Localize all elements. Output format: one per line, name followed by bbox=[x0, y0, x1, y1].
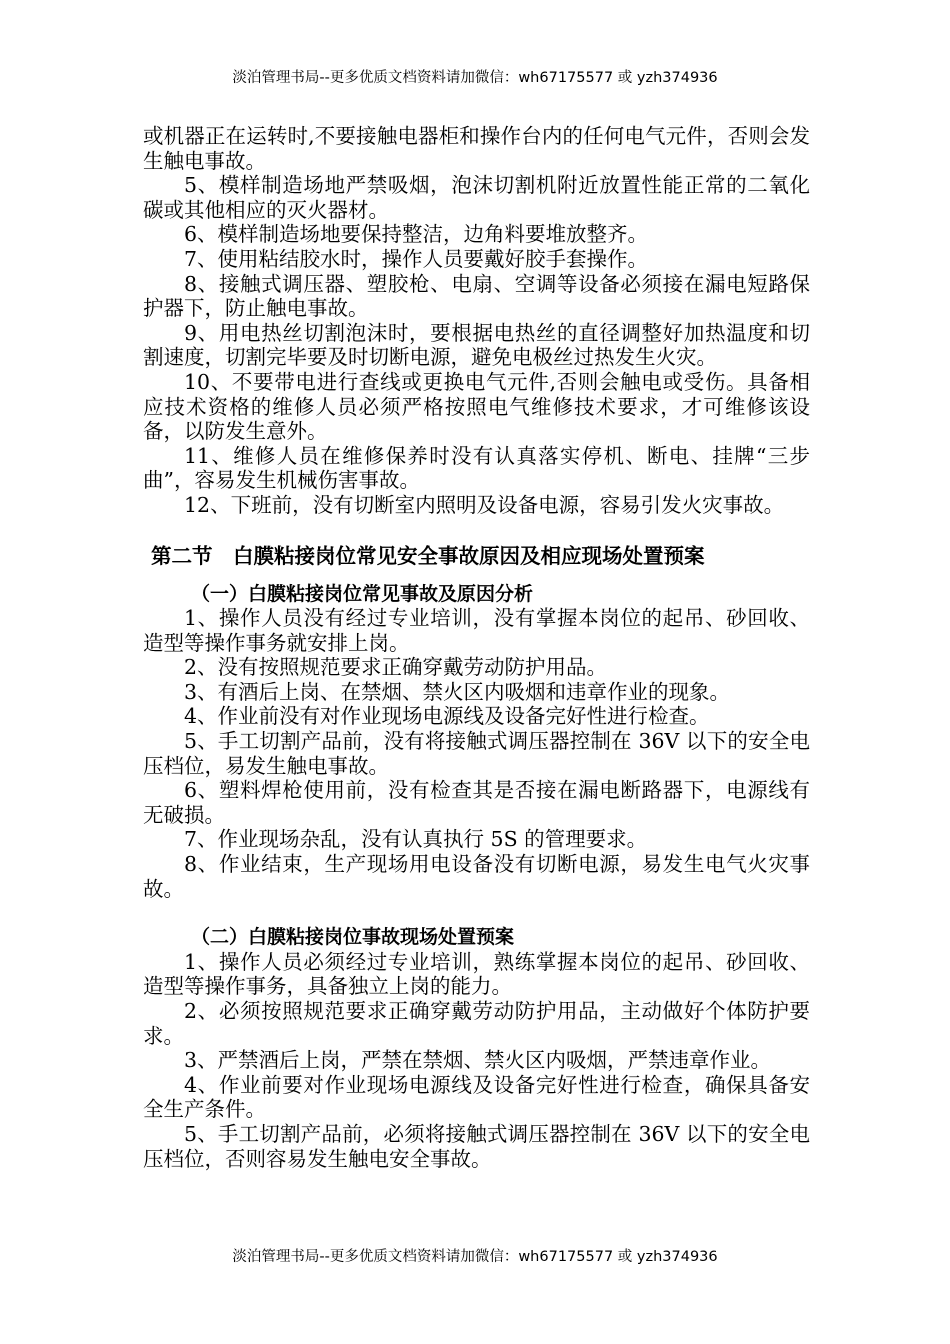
list-item: 7、作业现场杂乱，没有认真执行 5S 的管理要求。 bbox=[184, 827, 648, 852]
list-item: 2、没有按照规范要求正确穿戴劳动防护用品。 bbox=[184, 655, 608, 680]
list-item: 8、作业结束，生产现场用电设备没有切断电源，易发生电气火灾事故。 bbox=[143, 852, 810, 901]
page-footer: 淡泊管理书局--更多优质文档资料请加微信：wh67175577 或 yzh374936 bbox=[232, 1249, 718, 1265]
section-title: 第二节 白膜粘接岗位常见安全事故原因及相应现场处置预案 bbox=[151, 543, 705, 568]
list-item: 5、手工切割产品前，没有将接触式调压器控制在 36V 以下的安全电压档位，易发生触电事故。 bbox=[143, 729, 810, 778]
list-item: 2、必须按照规范要求正确穿戴劳动防护用品，主动做好个体防护要求。 bbox=[143, 999, 810, 1048]
paragraph: 5、模样制造场地严禁吸烟，泡沫切割机附近放置性能正常的二氧化碳或其他相应的灭火器材。 bbox=[143, 173, 810, 222]
page-header: 淡泊管理书局--更多优质文档资料请加微信：wh67175577 或 yzh374936 bbox=[232, 70, 718, 86]
paragraph: 10、不要带电进行查线或更换电气元件,否则会触电或受伤。具备相应技术资格的维修人员必须严格按照电气维修技术要求，才可维修该设备，以防发生意外。 bbox=[143, 369, 810, 444]
paragraph: 11、维修人员在维修保养时没有认真落实停机、断电、挂牌“三步曲”，容易发生机械伤害事故。 bbox=[143, 443, 810, 493]
list-item: 3、严禁酒后上岗，严禁在禁烟、禁火区内吸烟，严禁违章作业。 bbox=[184, 1048, 772, 1073]
list-item: 3、有酒后上岗、在禁烟、禁火区内吸烟和违章作业的现象。 bbox=[184, 679, 731, 704]
subsection-title-1: （一）白膜粘接岗位常见事故及原因分析 bbox=[191, 582, 534, 605]
list-item: 4、作业前要对作业现场电源线及设备完好性进行检查，确保具备安全生产条件。 bbox=[143, 1072, 810, 1122]
paragraph: 8、接触式调压器、塑胶枪、电扇、空调等设备必须接在漏电短路保护器下，防止触电事故。 bbox=[143, 271, 810, 321]
paragraph: 9、用电热丝切割泡沫时，要根据电热丝的直径调整好加热温度和切割速度，切割完毕要及时切断电源，避免电极丝过热发生火灾。 bbox=[143, 320, 810, 370]
spacer bbox=[143, 901, 810, 925]
list-item: 1、操作人员没有经过专业培训，没有掌握本岗位的起吊、砂回收、造型等操作事务就安排上岗。 bbox=[143, 606, 810, 655]
paragraph: 7、使用粘结胶水时，操作人员要戴好胶手套操作。 bbox=[184, 246, 649, 271]
paragraph: 12、下班前，没有切断室内照明及设备电源，容易引发火灾事故。 bbox=[184, 492, 785, 517]
document-body bbox=[143, 124, 810, 1171]
paragraph: 6、模样制造场地要保持整洁，边角料要堆放整齐。 bbox=[184, 222, 649, 247]
list-item: 4、作业前没有对作业现场电源线及设备完好性进行检查。 bbox=[184, 704, 710, 729]
list-item: 1、操作人员必须经过专业培训，熟练掌握本岗位的起吊、砂回收、造型等操作事务，具备独立上岗的能力。 bbox=[143, 949, 810, 999]
paragraph: 或机器正在运转时,不要接触电器柜和操作台内的任何电气元件，否则会发生触电事故。 bbox=[143, 124, 810, 173]
subsection-title-2: （二）白膜粘接岗位事故现场处置预案 bbox=[191, 926, 515, 949]
spacer bbox=[143, 518, 810, 540]
list-item: 5、手工切割产品前，必须将接触式调压器控制在 36V 以下的安全电压档位，否则容易发生触电安全事故。 bbox=[143, 1121, 810, 1171]
list-item: 6、塑料焊枪使用前，没有检查其是否接在漏电断路器下，电源线有无破损。 bbox=[143, 778, 810, 827]
